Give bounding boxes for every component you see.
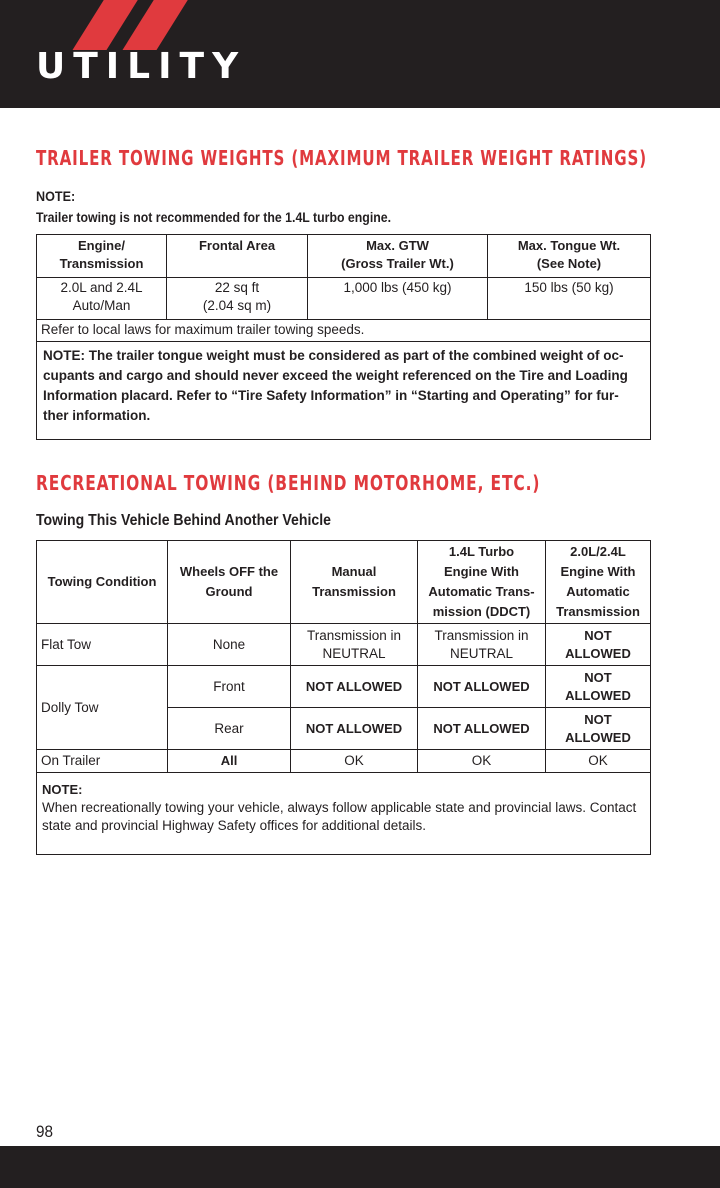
table-row [37,342,651,440]
header-frontal-area: Frontal Area [167,235,308,278]
cell-condition: Flat Tow [37,624,168,666]
cell-max-tongue: 150 lbs (50 kg) [488,278,651,320]
note-label: NOTE: [42,782,83,797]
cell-manual: NOT ALLOWED [291,708,418,750]
cell-20-24l: NOT ALLOWED [546,708,651,750]
note-text: When recreationally towing your vehicle, always follow applicable state and provincial laws. Contact state and provincial Highway Safety offices for additional details. [42,800,637,833]
cell-manual: Transmission in NEUTRAL [291,624,418,666]
note-text: Trailer towing is not recommended for the 1.4L turbo engine. [36,209,392,225]
table-row [37,624,651,666]
cell-20-24l: NOT ALLOWED [546,666,651,708]
table-header-row [37,541,651,624]
table-row [37,773,651,855]
header-14l-turbo: 1.4L Turbo Engine With Automatic Trans- mission (DDCT) [418,541,546,624]
trailer-weights-table [36,234,651,440]
cell-condition: Dolly Tow [37,666,168,750]
cell-engine: 2.0L and 2.4L Auto/Man [37,278,167,320]
cell-manual: OK [291,750,418,773]
page-number: 98 [36,1122,54,1141]
cell-wheels-off: Rear [168,708,291,750]
table-header-row [37,235,651,278]
cell-14l: NOT ALLOWED [418,666,546,708]
table-row [37,320,651,342]
table-row [37,750,651,773]
trailer-towing-weights-heading: TRAILER TOWING WEIGHTS (MAXIMUM TRAILER WEIGHT RATINGS) [36,146,647,170]
header-20-24l: 2.0L/2.4L Engine With Automatic Transmission [546,541,651,624]
cell-max-gtw: 1,000 lbs (450 kg) [308,278,488,320]
recreational-towing-table [36,540,651,855]
cell-20-24l: NOT ALLOWED [546,624,651,666]
recreational-towing-heading: RECREATIONAL TOWING (BEHIND MOTORHOME, ETC.) [36,471,541,495]
header-max-gtw: Max. GTW (Gross Trailer Wt.) [308,235,488,278]
cell-wheels-off: Front [168,666,291,708]
table-row [37,666,651,708]
tongue-weight-note: NOTE: The trailer tongue weight must be considered as part of the combined weight of oc-cupants and cargo and should never exceed the weight referenced on the Tire and Loading Information placard. Refer to “Tire Safety Information” in “Starting and Operating” for fur-ther information. [37,342,651,440]
header-manual-transmission: Manual Transmission [291,541,418,624]
cell-14l: Transmission in NEUTRAL [418,624,546,666]
header-towing-condition: Towing Condition [37,541,168,624]
chapter-title: UTILITY [36,46,247,87]
header-engine-transmission: Engine/ Transmission [37,235,167,278]
note-label: NOTE: [36,188,76,204]
page-footer [0,1146,720,1188]
recreational-note [37,773,651,855]
towing-subheading: Towing This Vehicle Behind Another Vehicle [36,512,331,529]
cell-frontal-area: 22 sq ft (2.04 sq m) [167,278,308,320]
cell-wheels-off: All [168,750,291,773]
header-max-tongue-weight: Max. Tongue Wt. (See Note) [488,235,651,278]
page-header [0,0,720,108]
cell-condition: On Trailer [37,750,168,773]
cell-wheels-off: None [168,624,291,666]
table-row [37,278,651,320]
cell-14l: OK [418,750,546,773]
cell-20-24l: OK [546,750,651,773]
cell-14l: NOT ALLOWED [418,708,546,750]
refer-local-laws: Refer to local laws for maximum trailer towing speeds. [37,320,651,342]
cell-manual: NOT ALLOWED [291,666,418,708]
header-wheels-off: Wheels OFF the Ground [168,541,291,624]
